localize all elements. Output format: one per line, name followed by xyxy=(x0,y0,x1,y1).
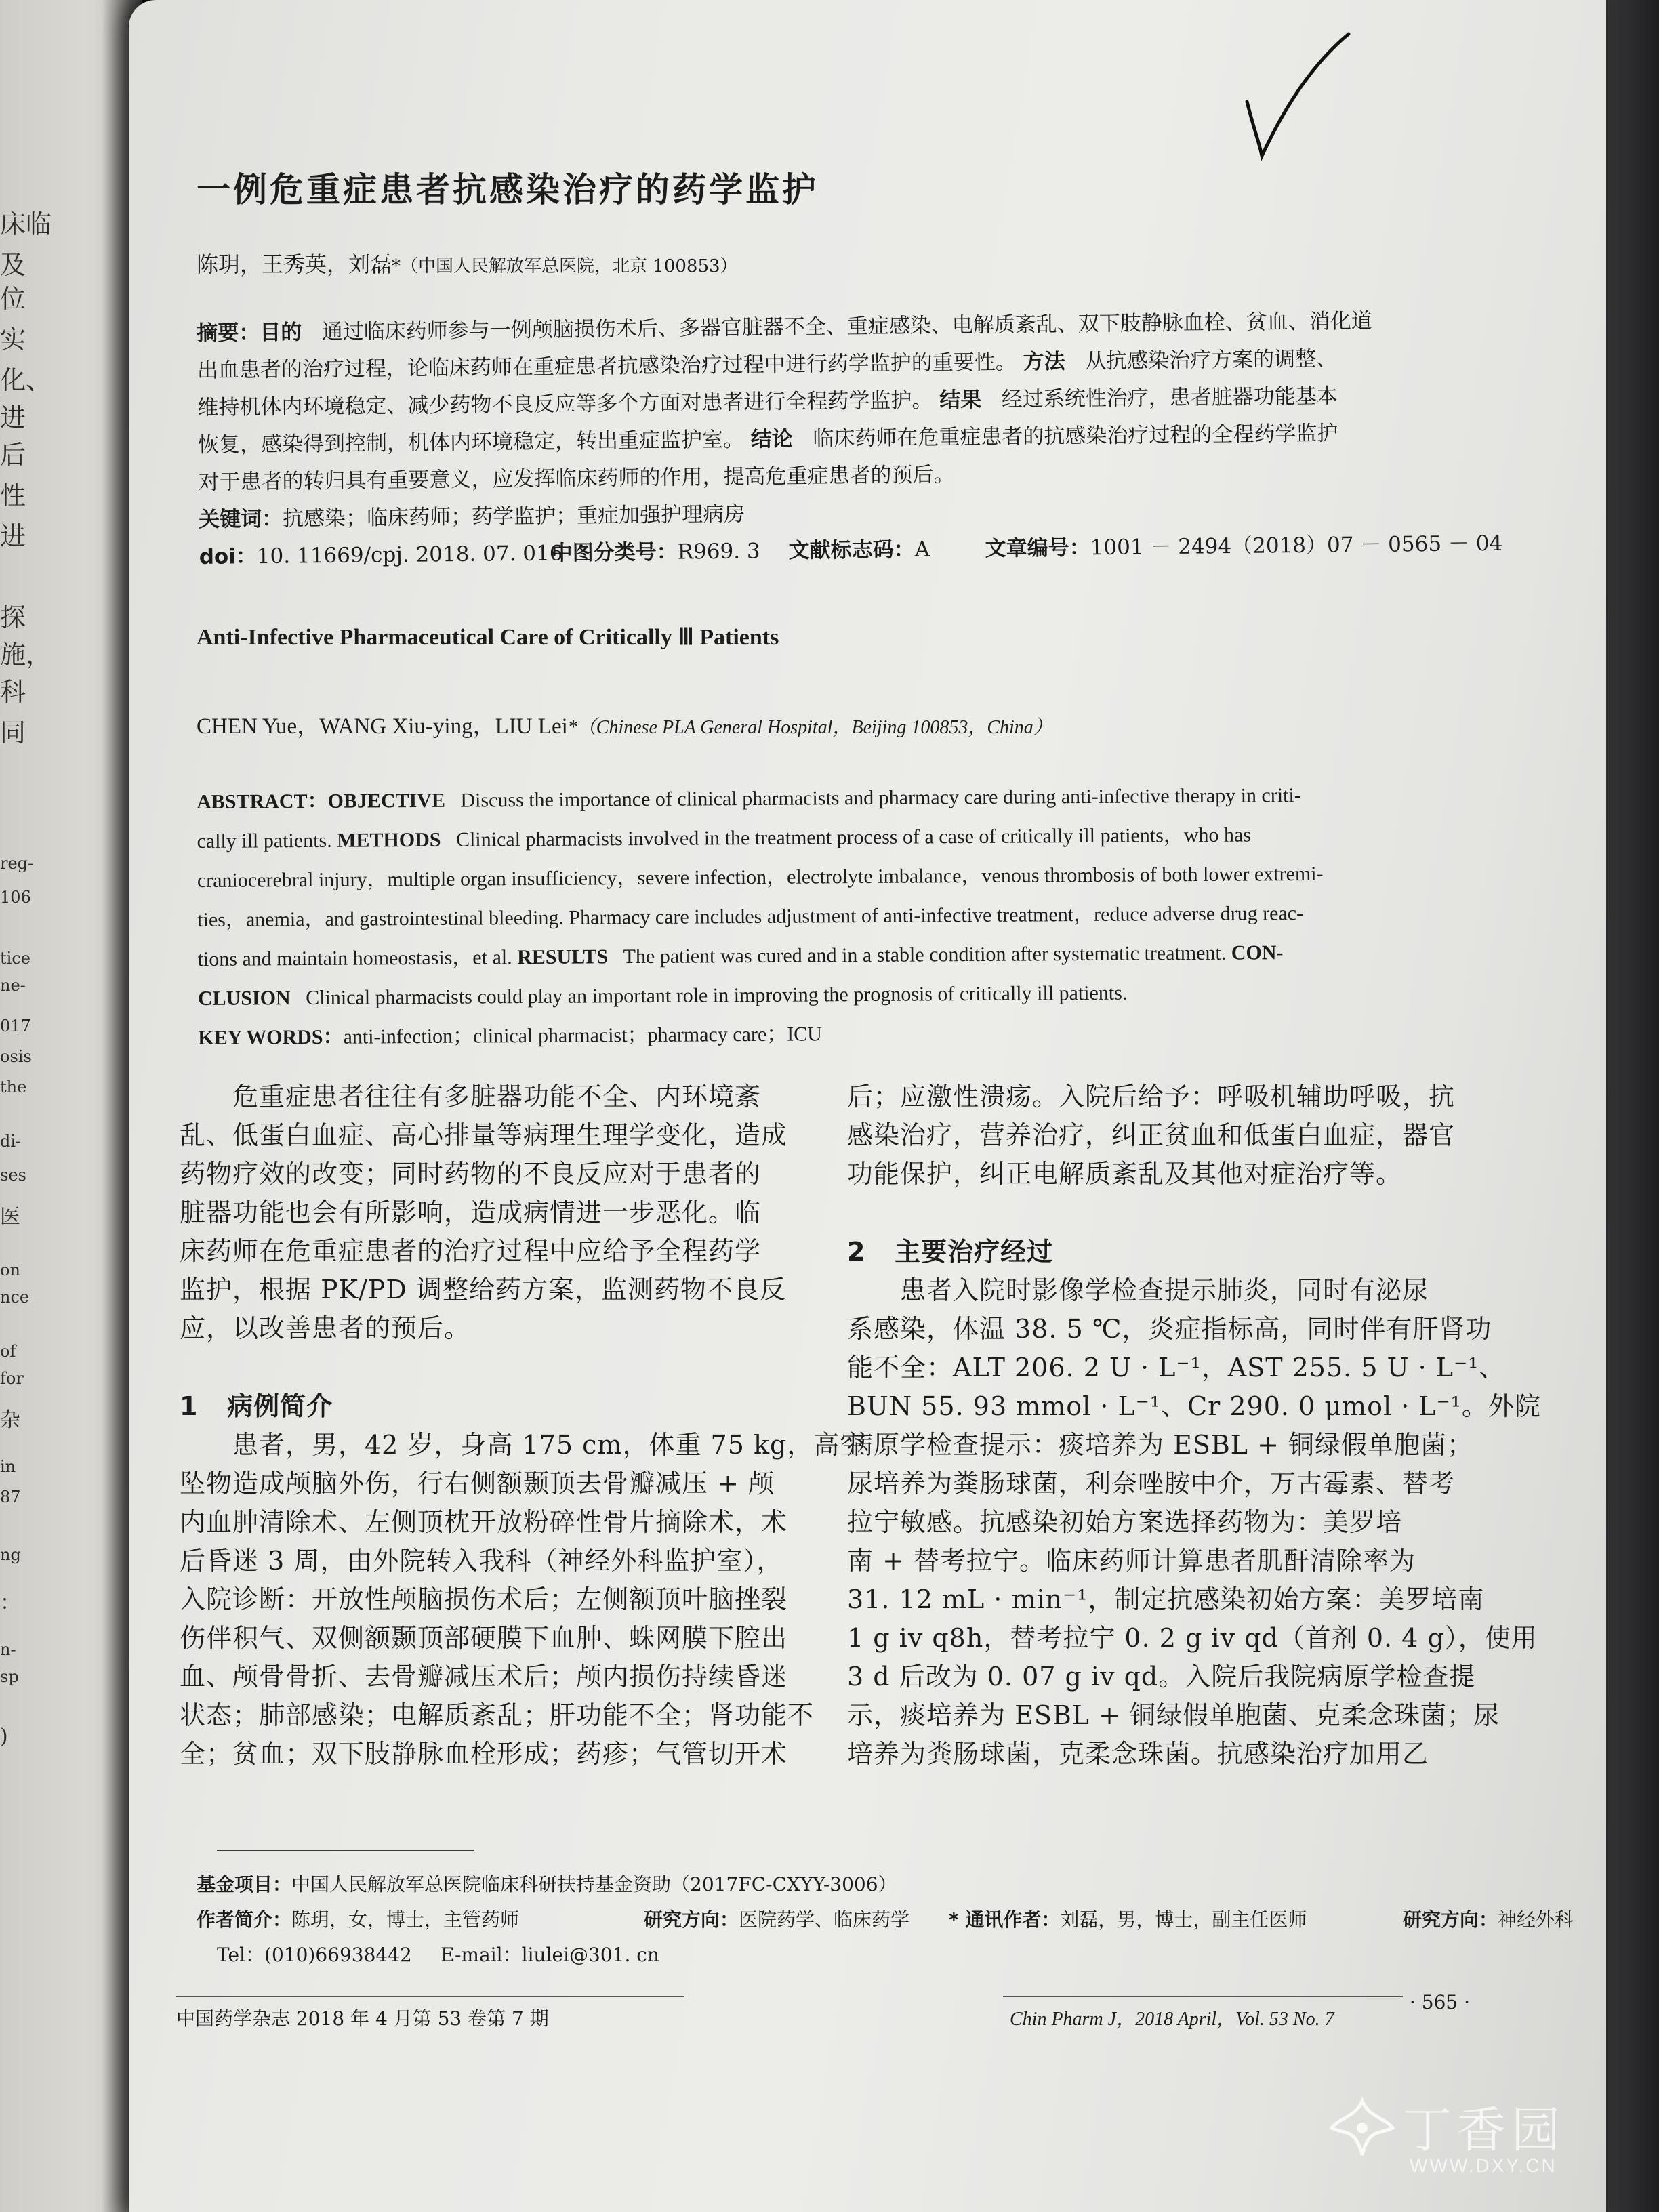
conclusion-label-en-b: CLUSION xyxy=(197,987,291,1010)
abstract-en xyxy=(197,776,1324,1058)
keywords-text-cn: 抗感染；临床药师；药学监护；重症加强护理病房 xyxy=(282,501,745,531)
abstract-en-line-4: ties，anemia，and gastrointestinal bleeding. Pharmacy care includes adjustment of anti-infective treatment，reduce adverse drug reac- xyxy=(197,902,1304,931)
left-page-fragment: nce xyxy=(0,1288,30,1307)
methods-text-en: Clinical pharmacists involved in the treatment process of a case of critically ill patients，who has xyxy=(455,823,1252,851)
left-page-fragment: of xyxy=(0,1342,16,1361)
left-page-fragment: 杂 xyxy=(0,1408,20,1432)
footer-right: Chin Pharm J，2018 April，Vol. 53 No. 7 xyxy=(1010,2009,1334,2030)
abstract-cn-text: 出血患者的治疗过程，论临床药师在重症患者抗感染治疗过程中进行药学监护的重要性。 xyxy=(197,350,1017,383)
section-2-heading xyxy=(847,1233,1525,1271)
left-page-fragment: tice xyxy=(0,949,30,968)
fund-label: 基金项目： xyxy=(197,1873,292,1896)
left-page-fragment: ： xyxy=(0,1591,20,1615)
authors-cn-line xyxy=(197,247,738,279)
watermark-brand: 丁香园 xyxy=(1403,2102,1566,2158)
left-page-fragment: ne- xyxy=(0,976,26,995)
left-page-fragment: 后 xyxy=(0,440,26,470)
fund-text: 中国人民解放军总医院临床科研扶持基金资助（2017FC-CXYY-3006） xyxy=(291,1873,897,1896)
page-number: · 565 · xyxy=(1410,1991,1471,2013)
research-label: 研究方向： xyxy=(644,1908,739,1931)
body-line: 入院诊断：开放性颅脑损伤术后；左侧额顶叶脑挫裂 xyxy=(180,1584,788,1614)
body-line: 全；贫血；双下肢静脉血栓形成；药疹；气管切开术 xyxy=(180,1739,788,1769)
objective-label-cn: 目的 xyxy=(260,320,302,346)
doi-value: 10. 11669/cpj. 2018. 07. 016 xyxy=(256,541,563,569)
tel-text: Tel：(010)66938442 xyxy=(217,1944,412,1966)
doc-code-label: 文献标志码： xyxy=(788,537,915,563)
case-paragraph xyxy=(180,1426,867,1774)
left-page-fragment: di- xyxy=(0,1132,22,1151)
abstract-en-line-5 xyxy=(197,933,1324,979)
body-line: 系感染，体温 38. 5 ℃，炎症指标高，同时伴有肝肾功 xyxy=(847,1314,1492,1344)
clc-label: 中图分类号： xyxy=(551,539,678,566)
body-line: 患者，男，42 岁，身高 175 cm，体重 75 kg，高空 xyxy=(232,1430,867,1460)
left-page-fragment: 科 xyxy=(0,677,26,707)
article-title-en: Anti-Infective Pharmaceutical Care of Critically Ⅲ Patients xyxy=(197,625,779,650)
conclusion-label-en-a: CON- xyxy=(1231,941,1284,964)
body-line: 血、颅骨骨折、去骨瓣减压术后；颅内损伤持续昏迷 xyxy=(180,1662,788,1692)
body-line: 伤伴积气、双侧额颞顶部硬膜下血肿、蛛网膜下腔出 xyxy=(180,1623,788,1653)
body-line: 应，以改善患者的预后。 xyxy=(180,1313,471,1343)
left-page-fragment: 性 xyxy=(0,480,26,510)
body-line: 乱、低蛋白血症、高心排量等病理生理学变化，造成 xyxy=(180,1120,788,1150)
watermark-url: WWW.DXY.CN xyxy=(1410,2155,1557,2176)
body-line: 拉宁敏感。抗感染初始方案选择药物为：美罗培 xyxy=(847,1507,1403,1537)
body-line: 1 g iv q8h，替考拉宁 0. 2 g iv qd（首剂 0. 4 g），使用 xyxy=(847,1623,1538,1653)
doi-label: doi： xyxy=(199,544,258,569)
left-page-fragment: 106 xyxy=(0,888,31,907)
left-page-fragment: for xyxy=(0,1369,24,1388)
author-note xyxy=(197,1902,1574,1938)
objective-text-en: Discuss the importance of clinical pharmacists and pharmacy care during anti-infective therapy in criti- xyxy=(460,784,1301,812)
abstract-cn xyxy=(197,303,1503,576)
section-1-heading xyxy=(180,1387,830,1426)
left-page-fragment: 探 xyxy=(0,602,26,632)
abstract-en-line-2 xyxy=(197,815,1323,861)
footer-rule-right xyxy=(1003,1996,1403,1997)
body-line: 感染治疗，营养治疗，纠正贫血和低蛋白血症，器官 xyxy=(847,1120,1456,1150)
dxy-logo-icon xyxy=(1322,2087,1403,2169)
left-page-fragment: ng xyxy=(0,1545,21,1564)
results-label-en: RESULTS xyxy=(517,945,609,969)
authors-en-line xyxy=(197,708,1052,740)
body-line: 尿培养为粪肠球菌，利奈唑胺中介，万古霉素、替考 xyxy=(847,1469,1456,1498)
author-label: 作者简介： xyxy=(197,1908,292,1931)
abstract-en-line-3: craniocerebral injury，multiple organ insufficiency，severe infection，electrolyte imbalance，venous thrombosis of both lower extremi- xyxy=(197,862,1324,892)
research2-text: 神经外科 xyxy=(1498,1908,1574,1931)
corresponding-text: 刘磊，男，博士，副主任医师 xyxy=(1060,1908,1307,1931)
body-line: 培养为粪肠球菌，克柔念珠菌。抗感染治疗加用乙 xyxy=(847,1739,1429,1769)
body-line: 后；应激性溃疡。入院后给予：呼吸机辅助呼吸，抗 xyxy=(847,1082,1456,1111)
result-label-cn: 结果 xyxy=(939,387,982,413)
body-line: 药物疗效的改变；同时药物的不良反应对于患者的 xyxy=(180,1159,762,1189)
result-text-cn: 经过系统性治疗，患者脏器功能基本 xyxy=(1001,384,1338,412)
section-number: 1 xyxy=(180,1391,199,1421)
footnote-divider xyxy=(217,1850,474,1851)
body-line: 床药师在危重症患者的治疗过程中应给予全程药学 xyxy=(180,1236,762,1266)
results-text-en: The patient was cured and in a stable condition after systematic treatment. xyxy=(623,941,1227,968)
left-page-fragment: the xyxy=(0,1078,27,1097)
research-text: 医院药学、临床药学 xyxy=(739,1908,910,1931)
clc-value: R969. 3 xyxy=(677,539,760,565)
affiliation-cn: *（中国人民解放军总医院，北京 100853） xyxy=(392,256,738,276)
keywords-label-en: KEY WORDS： xyxy=(198,1025,344,1049)
left-page-fragment: sp xyxy=(0,1667,19,1686)
body-line: 监护，根据 PK/PD 调整给药方案，监测药物不良反 xyxy=(180,1275,786,1305)
intro-paragraph xyxy=(180,1078,830,1348)
authors-cn: 陈玥，王秀英，刘磊 xyxy=(197,251,392,277)
left-page-fragment: 进 xyxy=(0,403,26,432)
left-page-fragment: 87 xyxy=(0,1488,21,1507)
body-line: 患者入院时影像学检查提示肺炎，同时有泌尿 xyxy=(900,1275,1429,1305)
handwritten-check-mark xyxy=(1105,27,1362,163)
left-page-fragment: 同 xyxy=(0,718,26,747)
left-page-fragment: ses xyxy=(0,1166,26,1185)
abstract-en-text: cally ill patients. xyxy=(197,829,332,853)
left-page-fragment: n- xyxy=(0,1640,16,1659)
left-page-fragment: in xyxy=(0,1457,16,1476)
footer-left: 中国药学杂志 2018 年 4 月第 53 卷第 7 期 xyxy=(176,2007,549,2030)
body-line: 内血肿清除术、左侧顶枕开放粉碎性骨片摘除术，术 xyxy=(180,1507,788,1537)
body-line: 病原学检查提示：痰培养为 ESBL + 铜绿假单胞菌； xyxy=(847,1430,1474,1460)
left-page-fragment: osis xyxy=(0,1047,32,1066)
article-title-cn: 一例危重症患者抗感染治疗的药学监护 xyxy=(197,170,819,209)
article-no-value: 1001 － 2494（2018）07 － 0565 － 04 xyxy=(1090,531,1503,560)
body-right-column xyxy=(847,1078,1541,1774)
section-title: 病例简介 xyxy=(227,1391,333,1421)
section-title: 主要治疗经过 xyxy=(895,1237,1054,1267)
keywords-text-en: anti-infection；clinical pharmacist；pharmacy care；ICU xyxy=(343,1023,822,1048)
abstract-cn-text: 对于患者的转归具有重要意义，应发挥临床药师的作用，提高危重症患者的预后。 xyxy=(198,462,955,495)
left-page-fragment: 实 xyxy=(0,325,26,354)
footnotes xyxy=(197,1867,1574,1973)
affiliation-en: *（Chinese PLA General Hospital，Beijing 100853，China） xyxy=(567,717,1052,738)
body-line: 能不全：ALT 206. 2 U · L⁻¹，AST 255. 5 U · L⁻¹、 xyxy=(847,1353,1506,1382)
method-text-cn: 从抗感染治疗方案的调整、 xyxy=(1085,346,1338,374)
email-text: E-mail：liulei@301. cn xyxy=(441,1944,659,1966)
abstract-cn-text: 维持机体内环境稳定、减少药物不良反应等多个方面对患者进行全程药学监护。 xyxy=(197,388,933,420)
body-line: 坠物造成颅脑外伤，行右侧额颞顶去骨瓣减压 + 颅 xyxy=(180,1469,775,1498)
research2-label: 研究方向： xyxy=(1403,1908,1498,1931)
doc-code-value: A xyxy=(914,537,930,562)
left-page-fragment: on xyxy=(0,1261,20,1279)
left-page-fragment: 化、 xyxy=(0,365,52,395)
treatment-paragraph xyxy=(847,1271,1541,1774)
body-line: 状态；肺部感染；电解质紊乱；肝功能不全；肾功能不 xyxy=(180,1700,815,1730)
fund-note xyxy=(197,1867,897,1902)
section-number: 2 xyxy=(847,1237,866,1267)
right-intro-paragraph xyxy=(847,1078,1525,1193)
dark-background xyxy=(1598,0,1659,2212)
author-text: 陈玥，女，博士，主管药师 xyxy=(291,1908,520,1931)
body-line: 南 + 替考拉宁。临床药师计算患者肌酐清除率为 xyxy=(847,1546,1416,1576)
body-line: 后昏迷 3 周，由外院转入我科（神经外科监护室）， xyxy=(180,1546,783,1576)
abstract-en-line-1 xyxy=(197,776,1323,822)
left-page-fragment: ) xyxy=(0,1725,8,1748)
footer-rule-left xyxy=(176,1996,684,1997)
body-left-column xyxy=(180,1078,867,1774)
objective-label-en: OBJECTIVE xyxy=(327,789,446,813)
conclusion-text-cn: 临床药师在危重症患者的抗感染治疗过程的全程药学监护 xyxy=(813,421,1338,451)
body-line: 功能保护，纠正电解质紊乱及其他对症治疗等。 xyxy=(847,1159,1403,1189)
body-line: BUN 55. 93 mmol · L⁻¹、Cr 290. 0 μmol · L⁻¹。外院 xyxy=(847,1391,1541,1421)
contact-note xyxy=(217,1938,918,1973)
journal-page xyxy=(129,0,1606,2212)
left-page-fragment: 医 xyxy=(0,1205,20,1229)
body-line: 危重症患者往往有多脏器功能不全、内环境紊 xyxy=(232,1082,762,1111)
left-page-fragment: reg- xyxy=(0,854,34,873)
body-line: 示，痰培养为 ESBL + 铜绿假单胞菌、克柔念珠菌；尿 xyxy=(847,1700,1500,1730)
abstract-cn-text: 恢复，感染得到控制，机体内环境稳定，转出重症监护室。 xyxy=(197,427,745,457)
left-page-fragment: 017 xyxy=(0,1017,31,1036)
abstract-en-label: ABSTRACT： xyxy=(197,790,328,813)
keywords-en xyxy=(198,1012,1324,1058)
article-no-label: 文章编号： xyxy=(985,535,1090,561)
keywords-label-cn: 关键词： xyxy=(198,506,283,532)
abstract-label: 摘要： xyxy=(197,321,260,346)
body-line: 脏器功能也会有所影响，造成病情进一步恶化。临 xyxy=(180,1197,762,1227)
left-page-fragment: 进 xyxy=(0,521,26,551)
left-page-fragment: 位 xyxy=(0,284,26,314)
abstract-en-text: tions and maintain homeostasis，et al. xyxy=(197,946,512,970)
conclusion-text-en: Clinical pharmacists could play an important role in improving the prognosis of critically ill patients. xyxy=(306,981,1128,1010)
conclusion-label-cn: 结论 xyxy=(750,426,794,452)
left-page-fragment: 施， xyxy=(0,640,52,670)
left-page-fragment: 床临 xyxy=(0,209,52,239)
authors-en: CHEN Yue，WANG Xiu-ying，LIU Lei xyxy=(197,714,568,739)
body-line: 3 d 后改为 0. 07 g iv qd。入院后我院病原学检查提 xyxy=(847,1662,1476,1692)
body-line: 31. 12 mL · min⁻¹，制定抗感染初始方案：美罗培南 xyxy=(847,1584,1485,1614)
abstract-cn-text: 通过临床药师参与一例颅脑损伤术后、多器官脏器不全、重症感染、电解质紊乱、双下肢静脉血栓、贫血、消化道 xyxy=(321,308,1372,345)
method-label-cn: 方法 xyxy=(1023,349,1065,375)
abstract-en-line-6 xyxy=(198,972,1324,1019)
corresponding-label: * 通讯作者： xyxy=(949,1908,1061,1931)
left-page-fragment: 及 xyxy=(0,250,26,280)
methods-label-en: METHODS xyxy=(337,828,441,852)
